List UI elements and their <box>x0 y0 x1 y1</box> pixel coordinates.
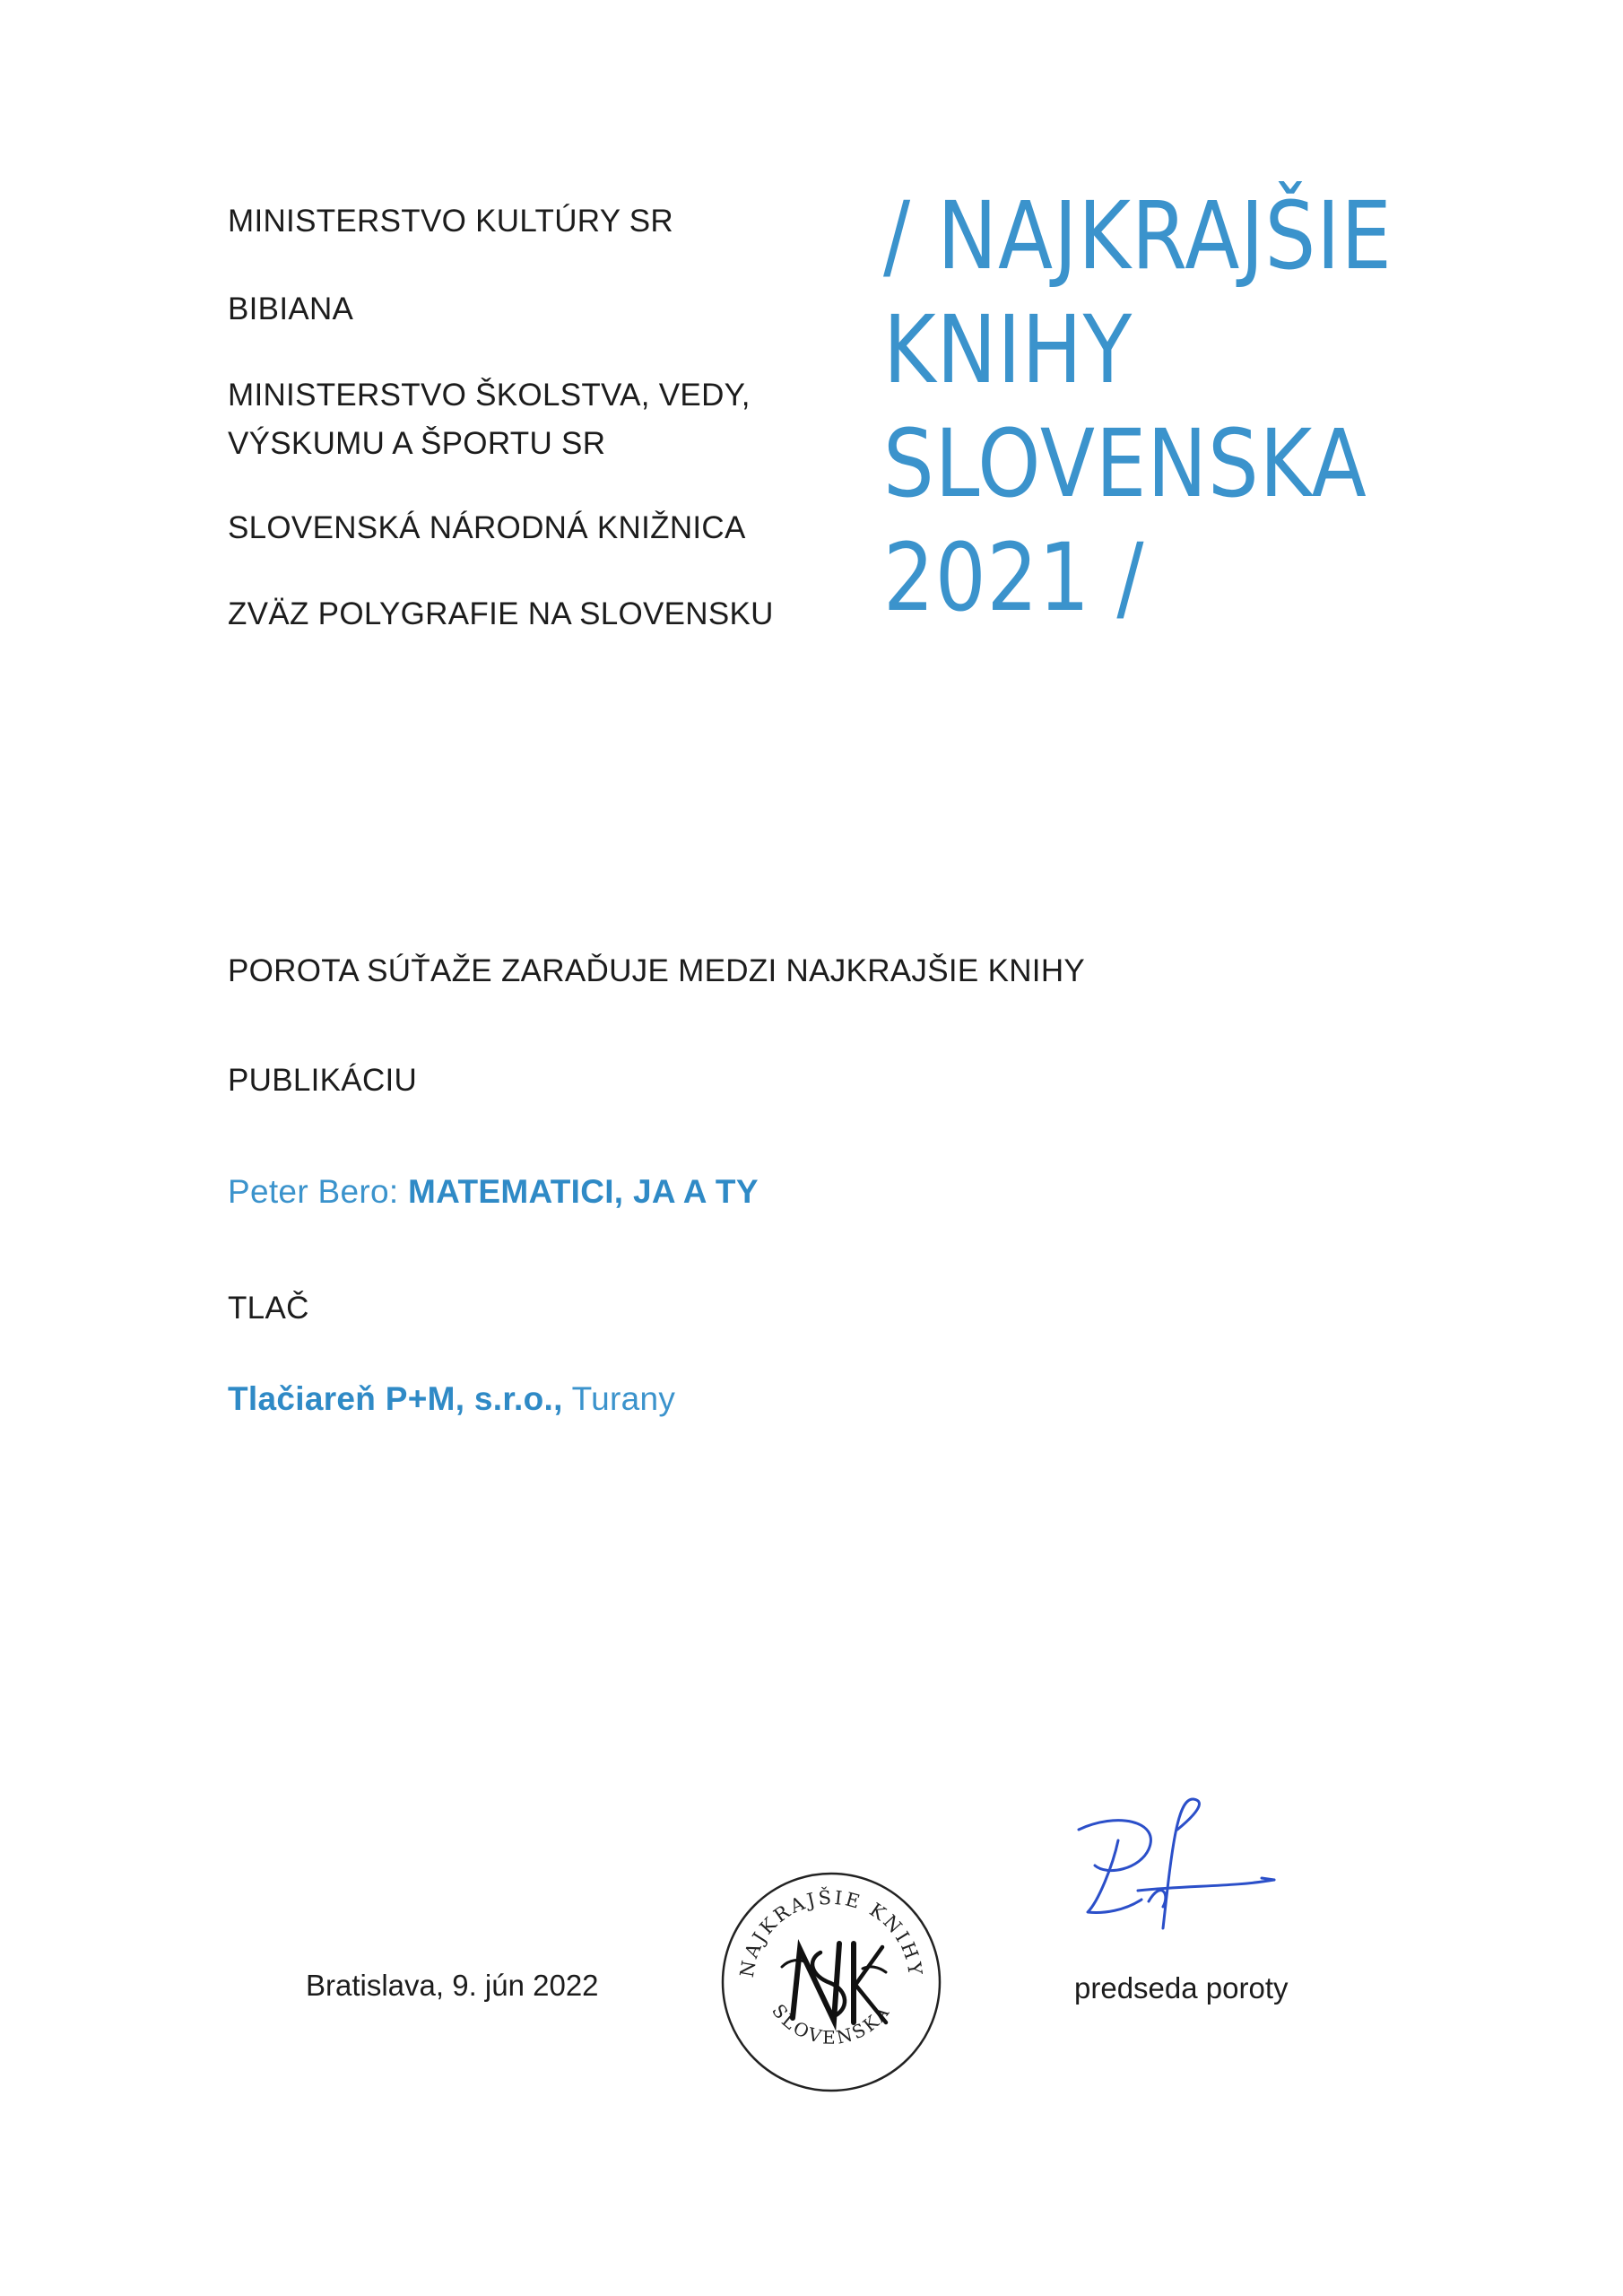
organizer-bibiana: BIBIANA <box>228 291 354 326</box>
seal-bottom-text: SLOVENSKA <box>768 2000 895 2048</box>
chairman-signature-icon <box>1063 1794 1296 1937</box>
publication-line <box>228 1172 759 1212</box>
award-title-line-4: 2021 / <box>883 523 1145 632</box>
organizer-ministry-education-line2: VÝSKUMU A ŠPORTU SR <box>228 426 606 461</box>
signatory-role: predseda poroty <box>1074 1971 1289 2005</box>
printer-city: Turany <box>571 1380 676 1417</box>
award-title-line-3: SLOVENSKA <box>883 409 1367 518</box>
award-title-line-1: / NAJKRAJŠIE <box>883 181 1393 291</box>
svg-text:NAJKRAJŠIE KNIHY <box>736 1886 926 1979</box>
organizer-ministry-culture: MINISTERSTVO KULTÚRY SR <box>228 204 673 239</box>
printer-name: Tlačiareň P+M, s.r.o., <box>228 1380 563 1417</box>
najkrajsie-knihy-seal-icon <box>719 1870 943 2094</box>
publication-author: Peter Bero: <box>228 1173 399 1210</box>
organizer-polygraphy-union: ZVÄZ POLYGRAFIE NA SLOVENSKU <box>228 596 774 631</box>
award-title-line-2: KNIHY <box>883 295 1133 404</box>
jury-statement: POROTA SÚŤAŽE ZARAĎUJE MEDZI NAJKRAJŠIE KNIHY <box>228 953 1086 988</box>
print-label: TLAČ <box>228 1291 309 1326</box>
organizer-ministry-education-line1: MINISTERSTVO ŠKOLSTVA, VEDY, <box>228 378 751 413</box>
printer-line <box>228 1379 675 1419</box>
organizer-national-library: SLOVENSKÁ NÁRODNÁ KNIŽNICA <box>228 510 746 545</box>
award-title <box>883 179 1393 635</box>
seal-top-text: NAJKRAJŠIE KNIHY <box>735 1886 927 1979</box>
publication-label: PUBLIKÁCIU <box>228 1063 418 1098</box>
place-and-date: Bratislava, 9. jún 2022 <box>306 1969 599 2002</box>
publication-title: MATEMATICI, JA A TY <box>408 1173 759 1210</box>
